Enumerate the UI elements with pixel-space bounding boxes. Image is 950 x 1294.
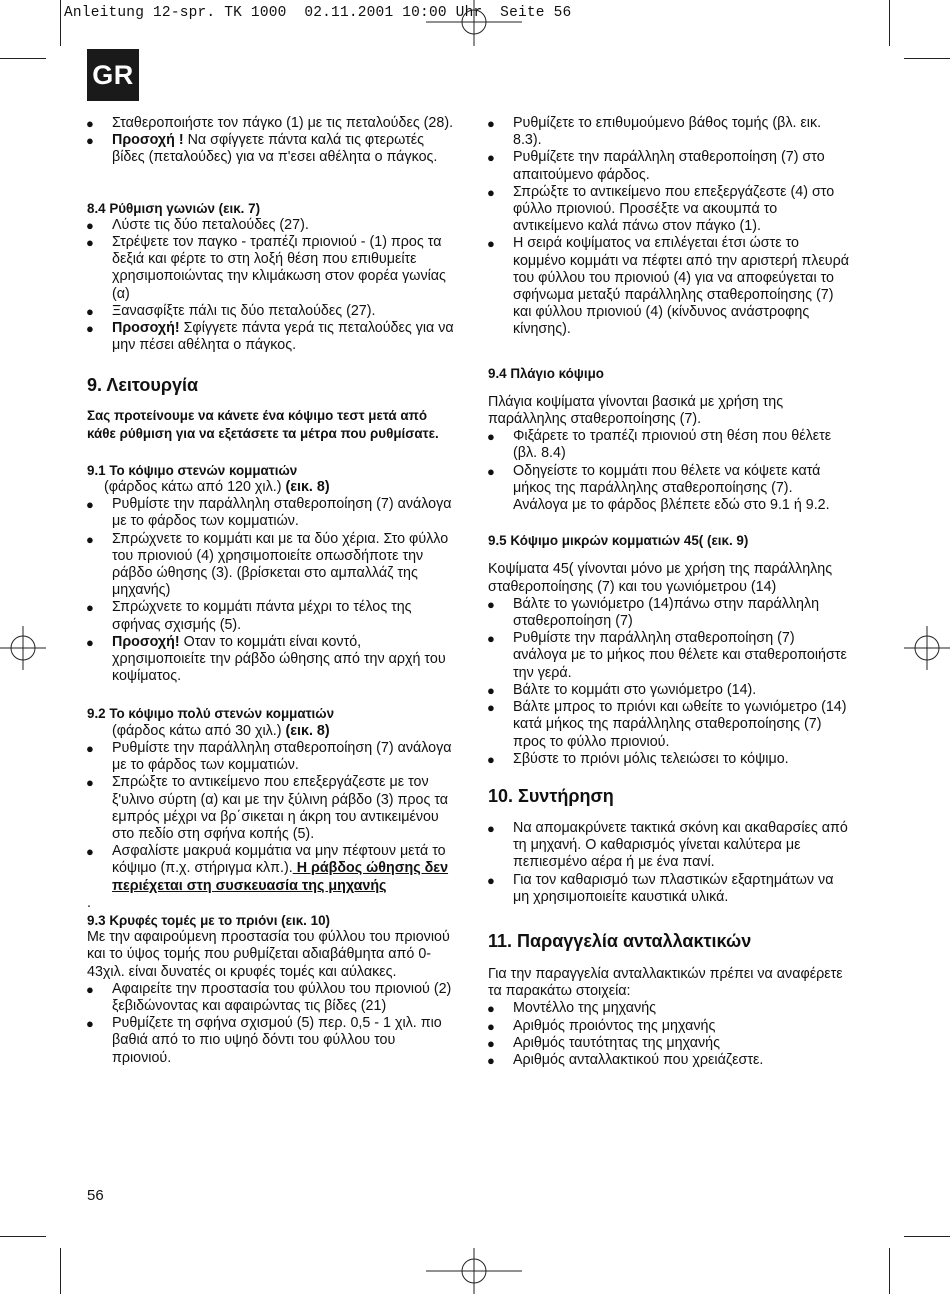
right-column bbox=[488, 115, 850, 1069]
list-item: ● Σταθεροποιήστε τον πάγκο (1) με τις πεταλούδες (28). bbox=[87, 115, 457, 132]
list-item: ● Να απομακρύνετε τακτικά σκόνη και ακαθαρσίες από τη μηχανή. Ο καθαρισμός γίνεται καλύτερα με πεπιεσμένο αέρα ή με ένα πανί. bbox=[488, 820, 850, 872]
left-column bbox=[87, 115, 457, 1067]
list-item: ● Ρυθμίστε την παράλληλη σταθεροποίηση (7) ανάλογα με το μήκος που θέλετε και σταθεροποιήστε την γερά. bbox=[488, 630, 850, 682]
list-item: ● Για τον καθαρισμό των πλαστικών εξαρτημάτων να μη χρησιμοποιείτε καυστικά υλικά. bbox=[488, 872, 850, 906]
list-item: ● Ρυθμίστε την παράλληλη σταθεροποίηση (7) ανάλογα με το φάρδος των κομματιών. bbox=[87, 740, 457, 774]
paragraph: Πλάγια κοψίματα γίνονται βασικά με χρήση της παράλληλης σταθεροποίησης (7). bbox=[488, 393, 784, 428]
list-item: ● Λύστε τις δύο πεταλούδες (27). bbox=[87, 217, 457, 234]
chapter-heading: 9. Λειτουργία bbox=[87, 375, 199, 396]
section-heading: 9.4 Πλάγιο κόψιμο bbox=[488, 365, 604, 381]
section-subtitle: (φάρδος κάτω από 30 χιλ.) (εικ. 8) bbox=[112, 722, 330, 739]
section-heading: 9.5 Κόψιμο μικρών κομματιών 45( (εικ. 9) bbox=[488, 533, 749, 549]
paragraph: Κοψίματα 45( γίνονται μόνο με χρήση της παράλληλης σταθεροποίησης (7) και του γωνιόμετρου (14) bbox=[488, 561, 833, 595]
list-item: ● Αριθμός προιόντος της μηχανής bbox=[488, 1018, 850, 1035]
list-item: ● Προσοχή ! Να σφίγγετε πάντα καλά τις φτερωτές βίδες (πεταλούδες) για να π'εσει αθέλητα ο πάγκος. bbox=[87, 132, 457, 166]
chapter-heading: 10. Συντήρηση bbox=[488, 785, 614, 806]
list-item: ● Ξανασφίξτε πάλι τις δύο πεταλούδες (27). bbox=[87, 303, 457, 320]
list-item: ● Βάλτε το γωνιόμετρο (14)πάνω στην παράλληλη σταθεροποίηση (7) bbox=[488, 596, 850, 630]
stray-dot: . bbox=[87, 894, 91, 911]
list-item: ● Σπρώξτε το αντικείμενο που επεξεργάζεστε (4) στο φύλλο πριονιού. Προσέξτε να ακουμπά το αντικείμενο καλά πάνω στον πάγκο (1). bbox=[488, 184, 850, 236]
list-item: ● Βάλτε το κομμάτι στο γωνιόμετρο (14). bbox=[488, 682, 850, 699]
language-badge: GR bbox=[87, 49, 139, 101]
list-item: ● Σβύστε το πριόνι μόλις τελειώσει το κόψιμο. bbox=[488, 751, 850, 768]
section-heading: 9.1 Το κόψιμο στενών κομματιών bbox=[87, 462, 298, 478]
section-subtitle: (φάρδος κάτω από 120 χιλ.) (εικ. 8) bbox=[104, 479, 330, 496]
paragraph: Για την παραγγελία ανταλλακτικών πρέπει να αναφέρετε τα παρακάτω στοιχεία: bbox=[488, 965, 843, 1000]
list-item: ● Ασφαλίστε μακρυά κομμάτια να μην πέφτουν μετά το κόψιμο (π.χ. στήριγμα κλπ.). Η ράβδος ώθησης δεν περιέχεται στη συσκευασία της μηχανής bbox=[87, 843, 457, 895]
list-item: ● Οδηγείστε το κομμάτι που θέλετε να κόψετε κατά μήκος της παράλληλης σταθεροποίησης (7). Ανάλογα με το φάρδος βλέπετε εδώ στο 9.1 ή 9.2. bbox=[488, 463, 850, 515]
list-item: ● Προσοχή! Οταν το κομμάτι είναι κοντό, χρησιμοποιείτε την ράβδο ώθησης από την αρχή του κοψίματος. bbox=[87, 634, 457, 686]
list-item: ● Η σειρά κοψίματος να επιλέγεται έτσι ώστε το κομμένο κομμάτι να πέφτει από την αριστερή πλευρά του φύλλου του πριονιού (4) για να αποφεύγεται το σφήνωμα μεταξύ παράλληλης σταθεροποίησης (7) και φύλλου πριονιού (4) (κίνδυνος ανάστροφης κίνησης). bbox=[488, 235, 850, 338]
section-heading: 9.3 Κρυφές τομές με το πριόνι (εικ. 10) bbox=[87, 912, 330, 928]
section-heading: 9.2 Το κόψιμο πολύ στενών κομματιών bbox=[87, 706, 335, 722]
chapter-heading: 11. Παραγγελία ανταλλακτικών bbox=[488, 930, 752, 951]
list-item: ● Σπρώχνετε το κομμάτι πάντα μέχρι το τέλος της σφήνας σχισμής (5). bbox=[87, 599, 457, 633]
list-item: ● Αριθμός ταυτότητας της μηχανής bbox=[488, 1035, 850, 1052]
list-item: ● Στρέψετε τον παγκο - τραπέζι πριονιού - (1) προς τα δεξιά και φέρτε το στη λοξή θέση που επιθυμείτε χρησιμοποιώντας την κλιμάκωση στον φορέα γωνίας (α) bbox=[87, 234, 457, 303]
list-item: ● Βάλτε μπρος το πριόνι και ωθείτε το γωνιόμετρο (14) κατά μήκος της παράλληλης σταθεροποίησης (7) προς το φύλλο πριονιού. bbox=[488, 699, 850, 751]
list-item: ● Μοντέλλο της μηχανής bbox=[488, 1000, 850, 1017]
list-item: ● Σπρώχνετε το κομμάτι και με τα δύο χέρια. Στο φύλλο του πριονιού (4) χρησιμοποιείτε οπωσδήποτε την ράβδο ώθησης (3). (βρίσκεται στο αμπαλλάζ της μηχανής) bbox=[87, 531, 457, 600]
list-item: ● Φιξάρετε το τραπέζι πριονιού στη θέση που θέλετε (βλ. 8.4) bbox=[488, 428, 850, 462]
list-item: ● Αριθμός ανταλλακτικού που χρειάζεστε. bbox=[488, 1052, 850, 1069]
list-item: ● Προσοχή! Σφίγγετε πάντα γερά τις πεταλούδες για να μην πέσει αθέλητα ο πάγκος. bbox=[87, 320, 457, 354]
list-item: ● Ρυθμίζετε τη σφήνα σχισμού (5) περ. 0,5 - 1 χιλ. πιο βαθιά από το πιο υψηό δόντι του φύλλου του πριονιού. bbox=[87, 1015, 457, 1067]
list-item: ● Αφαιρείτε την προστασία του φύλλου του πριονιού (2) ξεβιδώνοντας και αφαιρώντας τις βίδες (21) bbox=[87, 981, 457, 1015]
list-item: ● Ρυθμίζετε το επιθυμούμενο βάθος τομής (βλ. εικ. 8.3). bbox=[488, 115, 850, 149]
section-heading: 8.4 Ρύθμιση γωνιών (εικ. 7) bbox=[87, 200, 261, 216]
paragraph: Με την αφαιρούμενη προστασία του φύλλου του πριονιού και το ύψος τομής που ρυθμίζεται αδιαβάθμητα από 0-43χιλ. είναι δυνατές οι κρυφές τομές και αύλακες. bbox=[87, 929, 450, 980]
page-number: 56 bbox=[87, 1187, 104, 1204]
list-item: ● Ρυθμίζετε την παράλληλη σταθεροποίηση (7) στο απαιτούμενο φάρδος. bbox=[488, 149, 850, 183]
list-item: ● Σπρώξτε το αντικείμενο που επεξεργάζεστε με τον ξ'υλινο σύρτη (α) και με την ξύλινη ράβδο (3) προς τα εμπρός μέχρι να βρ΄σικεται η άκρη του αντικειμένου στο πεδίο στη σφήνα κοπής (5). bbox=[87, 774, 457, 843]
intro-text: Σας προτείνουμε να κάνετε ένα κόψιμο τεστ μετά από κάθε ρύθμιση για να εξετάσετε τα μέτρα που ρυθμίσατε. bbox=[87, 408, 439, 441]
print-header: Anleitung 12-spr. TK 1000 02.11.2001 10:00 Uhr Seite 56 bbox=[64, 5, 572, 21]
list-item: ● Ρυθμίστε την παράλληλη σταθεροποίηση (7) ανάλογα με το φάρδος των κομματιών. bbox=[87, 496, 457, 530]
